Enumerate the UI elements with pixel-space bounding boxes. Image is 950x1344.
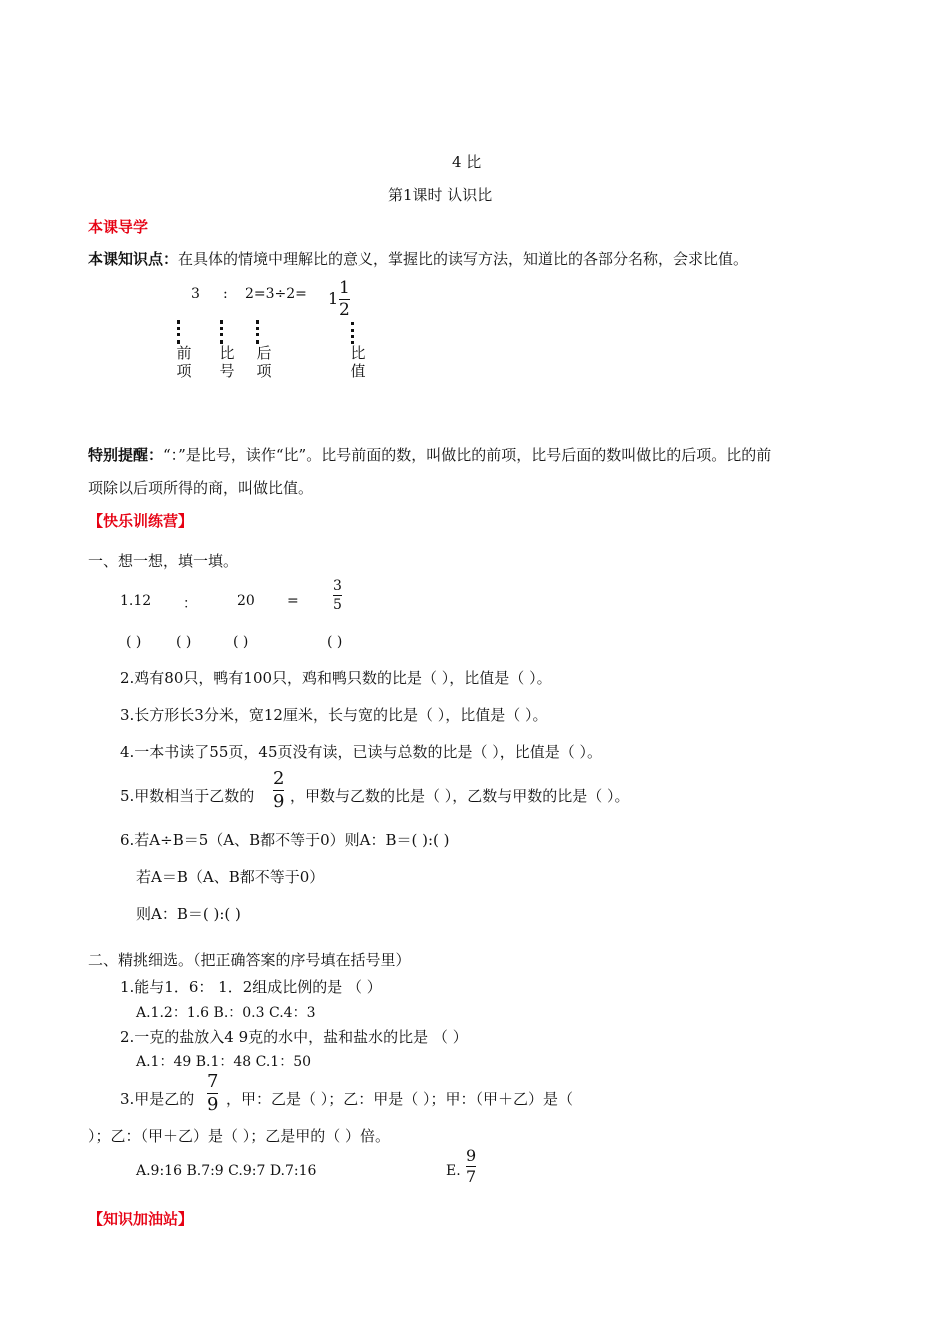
back-pointer-line: [256, 320, 259, 344]
diagram-expression: 2=3÷2=: [245, 286, 307, 302]
reminder-label: 特别提醒：: [88, 446, 164, 464]
section1-heading: 一、想一想，填一填。: [88, 552, 239, 570]
s2-q1: 1.能与1．6： 1．2组成比例的是 （ ）: [120, 978, 382, 996]
knowledge-label: 本课知识点：: [88, 250, 179, 268]
s1-q1-fraction: [333, 579, 342, 612]
s1-q4: 4.一本书读了55页，45页没有读，已读与总数的比是（ ），比值是（ ）。: [120, 743, 603, 761]
diagram-result-whole: 1: [328, 289, 339, 308]
reminder-text-1: “：”是比号，读作“比”。比号前面的数，叫做比的前项，比号后面的数叫做比的后项。比的前: [163, 446, 772, 464]
label-back-1: 后: [256, 344, 272, 362]
knowledge-text: 在具体的情境中理解比的意义，掌握比的读写方法，知道比的各部分名称，会求比值。: [178, 250, 749, 268]
s2-q3-denominator: 9: [207, 1094, 219, 1115]
s1-q6-line-1: 6.若A÷B＝5（A、B都不等于0）则A：B＝( ):( ): [120, 831, 450, 849]
s2-q3-after: ，甲：乙是（ ）；乙：甲是（ ）；甲：（甲＋乙）是（: [226, 1090, 574, 1108]
s1-q1-number: 1.12: [120, 593, 152, 609]
s2-q3-fraction: [207, 1073, 218, 1114]
label-front-2: 项: [176, 362, 192, 380]
s2-q1-options: A.1.2：1.6 B.：0.3 C.4：3: [136, 1005, 316, 1021]
diagram-result-denominator: 2: [339, 300, 350, 320]
label-sign-2: 号: [219, 362, 235, 380]
s2-q3-e-numerator: 9: [466, 1146, 477, 1165]
s1-q5-numerator: 2: [273, 768, 285, 789]
label-sign-1: 比: [219, 344, 235, 362]
page-title: 4 比: [452, 153, 482, 171]
s2-q3-line-2: ）；乙：（甲＋乙）是（ ）；乙是甲的（ ）倍。: [88, 1127, 391, 1145]
s1-q2: 2.鸡有80只，鸭有100只，鸡和鸭只数的比是（ ），比值是（ ）。: [120, 669, 552, 687]
s1-q1-colon: ：: [183, 596, 197, 612]
s1-q6-line-3: 则A：B＝( ):( ): [136, 905, 241, 923]
label-value-1: 比: [350, 344, 366, 362]
diagram-colon: :: [223, 286, 228, 302]
s2-q3-options: A.9:16 B.7:9 C.9:7 D.7:16: [136, 1163, 317, 1179]
s2-q3-numerator: 7: [207, 1071, 219, 1092]
diagram-front-value: 3: [191, 286, 200, 302]
s1-q5-after: ，甲数与乙数的比是（ ），乙数与甲数的比是（ ）。: [290, 787, 630, 805]
knowledge-line: [88, 248, 748, 269]
s1-q1-value: 20: [237, 593, 255, 609]
diagram-result-fraction: [339, 280, 350, 319]
label-back-2: 项: [256, 362, 272, 380]
station-heading: 【知识加油站】: [88, 1210, 194, 1228]
practice-heading: 【快乐训练营】: [88, 512, 194, 530]
reminder-line-2: 项除以后项所得的商，叫做比值。: [88, 479, 314, 497]
s1-q5-before: 5.甲数相当于乙数的: [120, 787, 255, 805]
guide-heading: 本课导学: [88, 218, 149, 236]
label-value-2: 值: [350, 362, 366, 380]
s1-q1-blank-3[interactable]: ( ): [233, 634, 249, 650]
s2-q3-option-e: E.: [446, 1163, 461, 1179]
lesson-subtitle: 第1课时 认识比: [388, 186, 493, 204]
s1-q1-blank-2[interactable]: ( ): [176, 634, 192, 650]
fraction-bar: [333, 595, 342, 596]
diagram-result-numerator: 1: [339, 278, 350, 298]
s2-q3-before: 3.甲是乙的: [120, 1090, 195, 1108]
front-pointer-line: [177, 320, 180, 344]
section2-heading: 二、精挑细选。（把正确答案的序号填在括号里）: [88, 951, 411, 969]
s1-q1-denominator: 5: [333, 597, 342, 613]
s1-q1-blank-1[interactable]: ( ): [126, 634, 142, 650]
sign-pointer-line: [220, 320, 223, 344]
s1-q1-blank-4[interactable]: ( ): [327, 634, 343, 650]
s1-q6-line-2: 若A＝B（A、B都不等于0）: [136, 868, 325, 886]
label-front-1: 前: [176, 344, 192, 362]
s1-q5-denominator: 9: [273, 791, 285, 812]
reminder-line-1: [88, 444, 771, 465]
s2-q2: 2.一克的盐放入4 9克的水中，盐和盐水的比是 （ ）: [120, 1028, 468, 1046]
s2-q3-e-denominator: 7: [466, 1167, 477, 1186]
s2-q3-option-e-fraction: [466, 1148, 476, 1185]
s2-q2-options: A.1：49 B.1：48 C.1：50: [136, 1054, 312, 1070]
s1-q1-equals: =: [287, 593, 299, 609]
value-pointer-line: [351, 322, 354, 344]
s1-q3: 3.长方形长3分米，宽12厘米，长与宽的比是（ ），比值是（ ）。: [120, 706, 548, 724]
s1-q5-fraction: [273, 770, 284, 811]
s1-q1-numerator: 3: [333, 578, 342, 594]
